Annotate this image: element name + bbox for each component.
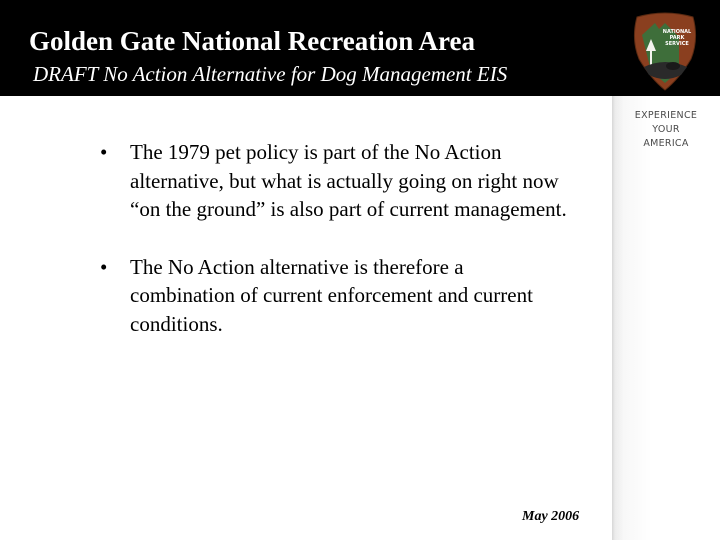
logo-line1: NATIONAL	[662, 29, 692, 35]
bullet-item	[100, 138, 570, 224]
bullet-text: The 1979 pet policy is part of the No Action alternative, but what is actually going on right now “on the ground” is also part of current management.	[130, 140, 567, 221]
bullet-marker: •	[100, 140, 108, 164]
header-bar	[0, 0, 720, 96]
bullet-marker: •	[100, 254, 108, 279]
bullet-list	[100, 138, 570, 367]
footer-date: May 2006	[522, 509, 580, 524]
side-panel	[612, 96, 720, 540]
logo-line3: SERVICE	[665, 41, 689, 47]
nps-arrowhead-logo-icon	[631, 11, 699, 91]
tagline	[612, 109, 720, 151]
slide-title: Golden Gate National Recreation Area	[29, 26, 475, 56]
bullet-text: The No Action alternative is therefore a combination of current enforcement and current conditions.	[130, 254, 533, 336]
slide-subtitle: DRAFT No Action Alternative for Dog Management EIS	[33, 62, 508, 86]
tagline-line2: YOUR	[652, 124, 680, 135]
bullet-item	[100, 253, 570, 339]
logo-line2: PARK	[669, 35, 685, 41]
tagline-line1: EXPERIENCE	[634, 110, 698, 121]
tagline-line3: AMERICA	[643, 138, 689, 149]
